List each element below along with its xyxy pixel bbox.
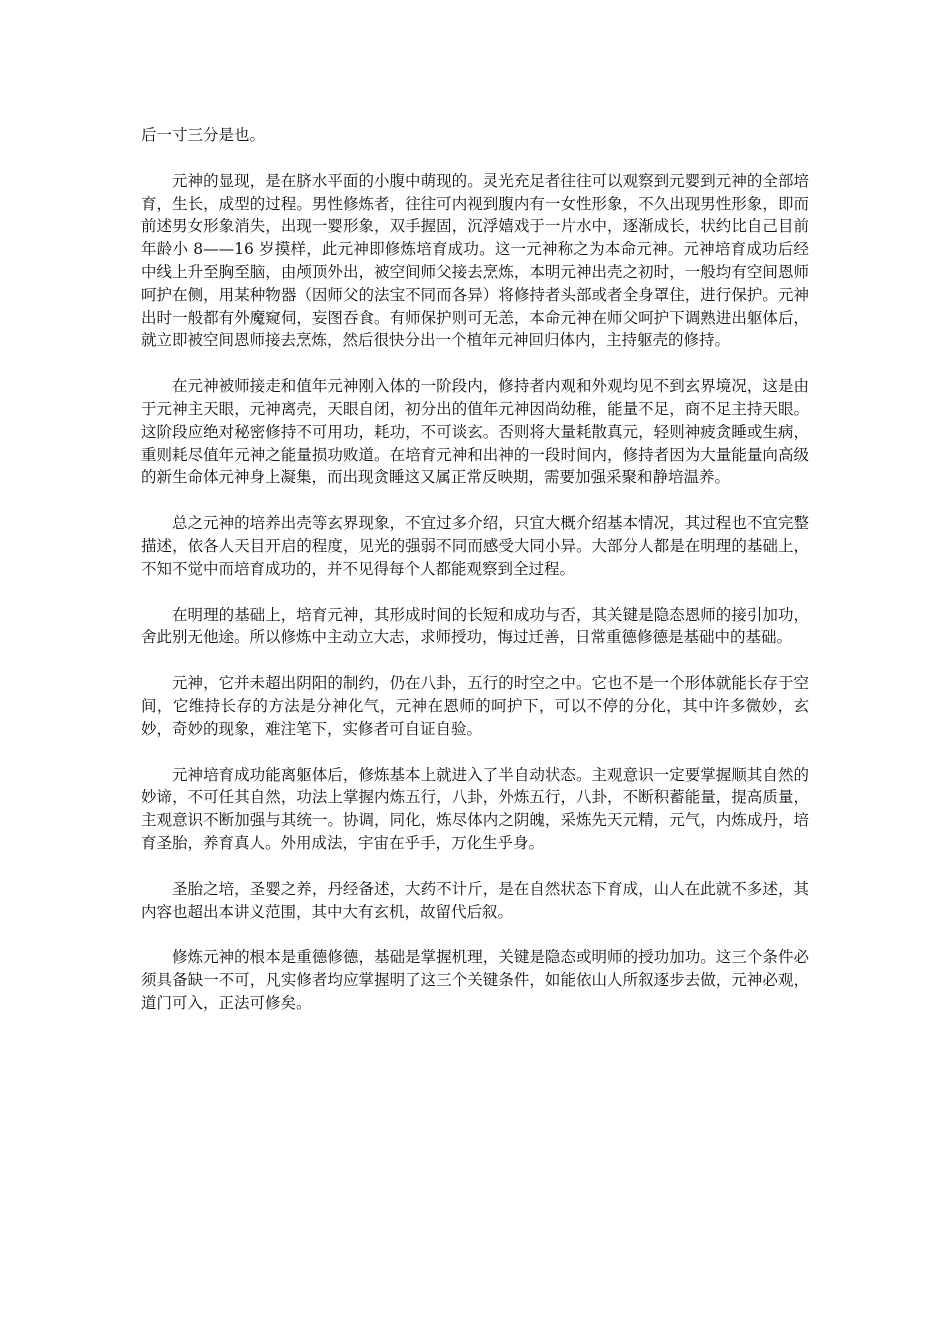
paragraph: 总之元神的培养出壳等玄界现象，不宜过多介绍，只宜大概介绍基本情况，其过程也不宜完整描述，依各人天目开启的程度，见光的强弱不同而感受大同小异。大部分人都是在明理的基础上，不知不觉中而培育成功的，并不见得每个人都能观察到全过程。: [141, 514, 809, 578]
paragraph-continuation: 后一寸三分是也。: [141, 126, 266, 144]
document-body: [141, 124, 809, 1038]
paragraph: 元神培育成功能离躯体后，修炼基本上就进入了半自动状态。主观意识一定要掌握顺其自然的妙谛，不可任其自然，功法上掌握内炼五行，八卦，外炼五行，八卦，不断积蓄能量，提高质量，主观意识不断加强与其统一。协调，同化，炼尽体内之阴魄，采炼先天元精，元气，内炼成丹，培育圣胎，养育真人。外用成法，宇宙在乎手，万化生乎身。: [141, 765, 809, 852]
paragraph: 元神的显现，是在脐水平面的小腹中萌现的。灵光充足者往往可以观察到元婴到元神的全部培育，生长，成型的过程。男性修炼者，往往可内视到腹内有一女性形象，不久出现男性形象，即而前述男女形象消失，出现一婴形象，双手握固，沉浮嬉戏于一片水中，逐渐成长，状约比自己目前年龄小 8——16 岁摸样，此元神即修炼培育成功。这一元神称之为本命元神。元神培育成功后经中线上升至胸至脑，由颅顶外出，被空间师父接去烹炼，本明元神出壳之初时，一般均有空间恩师呵护在侧，用某种物器（因师父的法宝不同而各异）将修持者头部或者全身罩住，进行保护。元神出时一般都有外魔窥伺，妄图吞食。有师保护则可无恙，本命元神在师父呵护下调熟进出躯体后，就立即被空间恩师接去烹炼，然后很快分出一个植年元神回归体内，主持躯壳的修持。: [141, 171, 809, 350]
paragraph: 在元神被师接走和值年元神刚入体的一阶段内，修持者内观和外观均见不到玄界境况，这是由于元神主天眼，元神离壳，天眼自闭，初分出的值年元神因尚幼稚，能量不足，商不足主持天眼。这阶段应绝对秘密修持不可用功，耗功，不可谈玄。否则将大量耗散真元，轻则神疲贪睡或生病，重则耗尽值年元神之能量损功败道。在培育元神和出神的一段时间内，修持者因为大量能量向高级的新生命体元神身上凝集，而出现贪睡这又属正常反映期，需要加强采聚和静培温养。: [141, 377, 809, 487]
paragraph: 在明理的基础上，培育元神，其形成时间的长短和成功与否，其关键是隐态恩师的接引加功，舍此别无他途。所以修炼中主动立大志，求师授功，悔过迁善，日常重德修德是基础中的基础。: [141, 605, 809, 647]
paragraph: 修炼元神的根本是重德修德，基础是掌握机理，关键是隐态或明师的授功加功。这三个条件必须具备缺一不可，凡实修者均应掌握明了这三个关键条件，如能依山人所叙逐步去做，元神必观，道门可入，正法可修矣。: [141, 948, 809, 1012]
paragraph: 元神，它并未超出阴阳的制约，仍在八卦，五行的时空之中。它也不是一个形体就能长存于空间，它维持长存的方法是分神化气，元神在恩师的呵护下，可以不停的分化，其中许多微妙，玄妙，奇妙的现象，难注笔下，实修者可自证自验。: [141, 674, 809, 738]
paragraph: 圣胎之培，圣婴之养，丹经备述，大药不计斤，是在自然状态下育成，山人在此就不多述，其内容也超出本讲义范围，其中大有玄机，故留代后叙。: [141, 879, 809, 921]
